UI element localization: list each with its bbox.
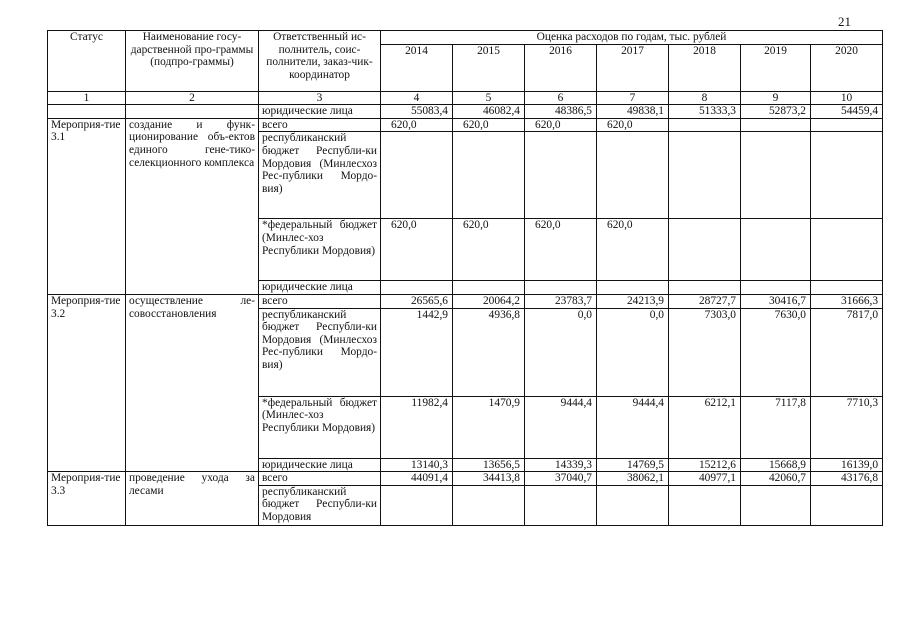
value-cell: 15668,9	[741, 458, 811, 472]
header-executor: Ответственный ис-полнитель, соис-полнители, заказ-чик-координатор	[259, 31, 381, 92]
page-number: 21	[838, 14, 851, 29]
value-cell	[453, 281, 525, 295]
row-label: *федеральный бюджет (Минлес-хоз Республики Мордовия)	[259, 219, 381, 281]
value-cell: 38062,1	[597, 472, 669, 486]
value-cell: 55083,4	[381, 105, 453, 119]
value-cell: 54459,4	[811, 105, 883, 119]
value-cell	[669, 132, 741, 219]
measure-name: создание и функ-ционирование объ-ектов единого гене-тико-селекционного комплекса	[126, 118, 259, 294]
value-cell: 37040,7	[525, 472, 597, 486]
row-label: юридические лица	[259, 458, 381, 472]
value-cell: 30416,7	[741, 294, 811, 308]
value-cell	[741, 118, 811, 132]
value-cell: 4936,8	[453, 308, 525, 396]
header-year: 2020	[811, 44, 883, 91]
value-cell: 620,0	[525, 118, 597, 132]
value-cell: 43176,8	[811, 472, 883, 486]
table-row	[48, 105, 883, 119]
value-cell	[453, 132, 525, 219]
value-cell: 7630,0	[741, 308, 811, 396]
value-cell: 620,0	[525, 219, 597, 281]
value-cell: 46082,4	[453, 105, 525, 119]
column-number: 5	[453, 91, 525, 105]
value-cell	[453, 485, 525, 525]
value-cell	[741, 281, 811, 295]
row-label: всего	[259, 472, 381, 486]
value-cell	[381, 485, 453, 525]
value-cell: 0,0	[525, 308, 597, 396]
value-cell	[811, 485, 883, 525]
table-row	[48, 118, 883, 132]
value-cell	[811, 281, 883, 295]
value-cell	[811, 132, 883, 219]
value-cell: 7710,3	[811, 396, 883, 458]
row-label: республиканский бюджет Республи-ки Мордовия (Минлесхоз Рес-публики Мордо-вия)	[259, 132, 381, 219]
value-cell: 620,0	[597, 219, 669, 281]
value-cell: 31666,3	[811, 294, 883, 308]
value-cell: 28727,7	[669, 294, 741, 308]
value-cell: 620,0	[381, 118, 453, 132]
value-cell: 620,0	[381, 219, 453, 281]
value-cell: 6212,1	[669, 396, 741, 458]
value-cell: 26565,6	[381, 294, 453, 308]
header-year: 2014	[381, 44, 453, 91]
column-number: 7	[597, 91, 669, 105]
column-number: 8	[669, 91, 741, 105]
header-status: Статус	[48, 31, 126, 92]
column-number: 9	[741, 91, 811, 105]
value-cell: 20064,2	[453, 294, 525, 308]
measure-status: Мероприя-тие 3.2	[48, 294, 126, 471]
header-cost-title: Оценка расходов по годам, тыс. рублей	[381, 31, 883, 45]
value-cell: 13656,5	[453, 458, 525, 472]
header-program-name: Наименование госу-дарственной про-граммы (подпро-граммы)	[126, 31, 259, 92]
value-cell: 48386,5	[525, 105, 597, 119]
row-label: юридические лица	[259, 281, 381, 295]
value-cell	[597, 485, 669, 525]
row-label: юридические лица	[259, 105, 381, 119]
value-cell: 49838,1	[597, 105, 669, 119]
value-cell: 1442,9	[381, 308, 453, 396]
value-cell: 11982,4	[381, 396, 453, 458]
row-label: республиканский бюджет Республи-ки Мордовия (Минлесхоз Рес-публики Мордо-вия)	[259, 308, 381, 396]
value-cell: 7117,8	[741, 396, 811, 458]
value-cell: 34413,8	[453, 472, 525, 486]
value-cell: 620,0	[453, 118, 525, 132]
row-label: *федеральный бюджет (Минлес-хоз Республики Мордовия)	[259, 396, 381, 458]
value-cell: 14769,5	[597, 458, 669, 472]
value-cell	[597, 281, 669, 295]
column-number: 4	[381, 91, 453, 105]
budget-table	[47, 30, 883, 526]
column-number: 3	[259, 91, 381, 105]
column-number: 6	[525, 91, 597, 105]
header-year: 2019	[741, 44, 811, 91]
value-cell	[381, 132, 453, 219]
header-year: 2015	[453, 44, 525, 91]
value-cell	[669, 281, 741, 295]
header-year: 2017	[597, 44, 669, 91]
value-cell: 23783,7	[525, 294, 597, 308]
table-row	[48, 472, 883, 486]
row-label: всего	[259, 118, 381, 132]
value-cell: 9444,4	[597, 396, 669, 458]
value-cell	[669, 485, 741, 525]
empty-cell	[126, 105, 259, 119]
value-cell: 7817,0	[811, 308, 883, 396]
value-cell: 13140,3	[381, 458, 453, 472]
header-year: 2016	[525, 44, 597, 91]
measure-status: Мероприя-тие 3.1	[48, 118, 126, 294]
table-row	[48, 294, 883, 308]
value-cell	[741, 485, 811, 525]
measure-name: проведение ухода за лесами	[126, 472, 259, 526]
measure-name: осуществление ле-совосстановления	[126, 294, 259, 471]
value-cell: 42060,7	[741, 472, 811, 486]
value-cell	[811, 219, 883, 281]
value-cell	[381, 281, 453, 295]
value-cell: 44091,4	[381, 472, 453, 486]
value-cell: 620,0	[453, 219, 525, 281]
value-cell	[741, 132, 811, 219]
value-cell	[597, 132, 669, 219]
column-number: 2	[126, 91, 259, 105]
row-label: всего	[259, 294, 381, 308]
value-cell: 0,0	[597, 308, 669, 396]
value-cell: 15212,6	[669, 458, 741, 472]
value-cell: 1470,9	[453, 396, 525, 458]
row-label: республиканский бюджет Республи-ки Мордовия	[259, 485, 381, 525]
value-cell	[525, 485, 597, 525]
value-cell: 51333,3	[669, 105, 741, 119]
value-cell: 14339,3	[525, 458, 597, 472]
value-cell	[525, 132, 597, 219]
column-number: 10	[811, 91, 883, 105]
value-cell: 52873,2	[741, 105, 811, 119]
measure-status: Мероприя-тие 3.3	[48, 472, 126, 526]
value-cell	[669, 118, 741, 132]
column-number: 1	[48, 91, 126, 105]
header-year: 2018	[669, 44, 741, 91]
value-cell: 16139,0	[811, 458, 883, 472]
empty-cell	[48, 105, 126, 119]
value-cell: 24213,9	[597, 294, 669, 308]
value-cell	[811, 118, 883, 132]
value-cell: 620,0	[597, 118, 669, 132]
value-cell: 9444,4	[525, 396, 597, 458]
value-cell	[741, 219, 811, 281]
value-cell	[669, 219, 741, 281]
value-cell	[525, 281, 597, 295]
value-cell: 40977,1	[669, 472, 741, 486]
value-cell: 7303,0	[669, 308, 741, 396]
